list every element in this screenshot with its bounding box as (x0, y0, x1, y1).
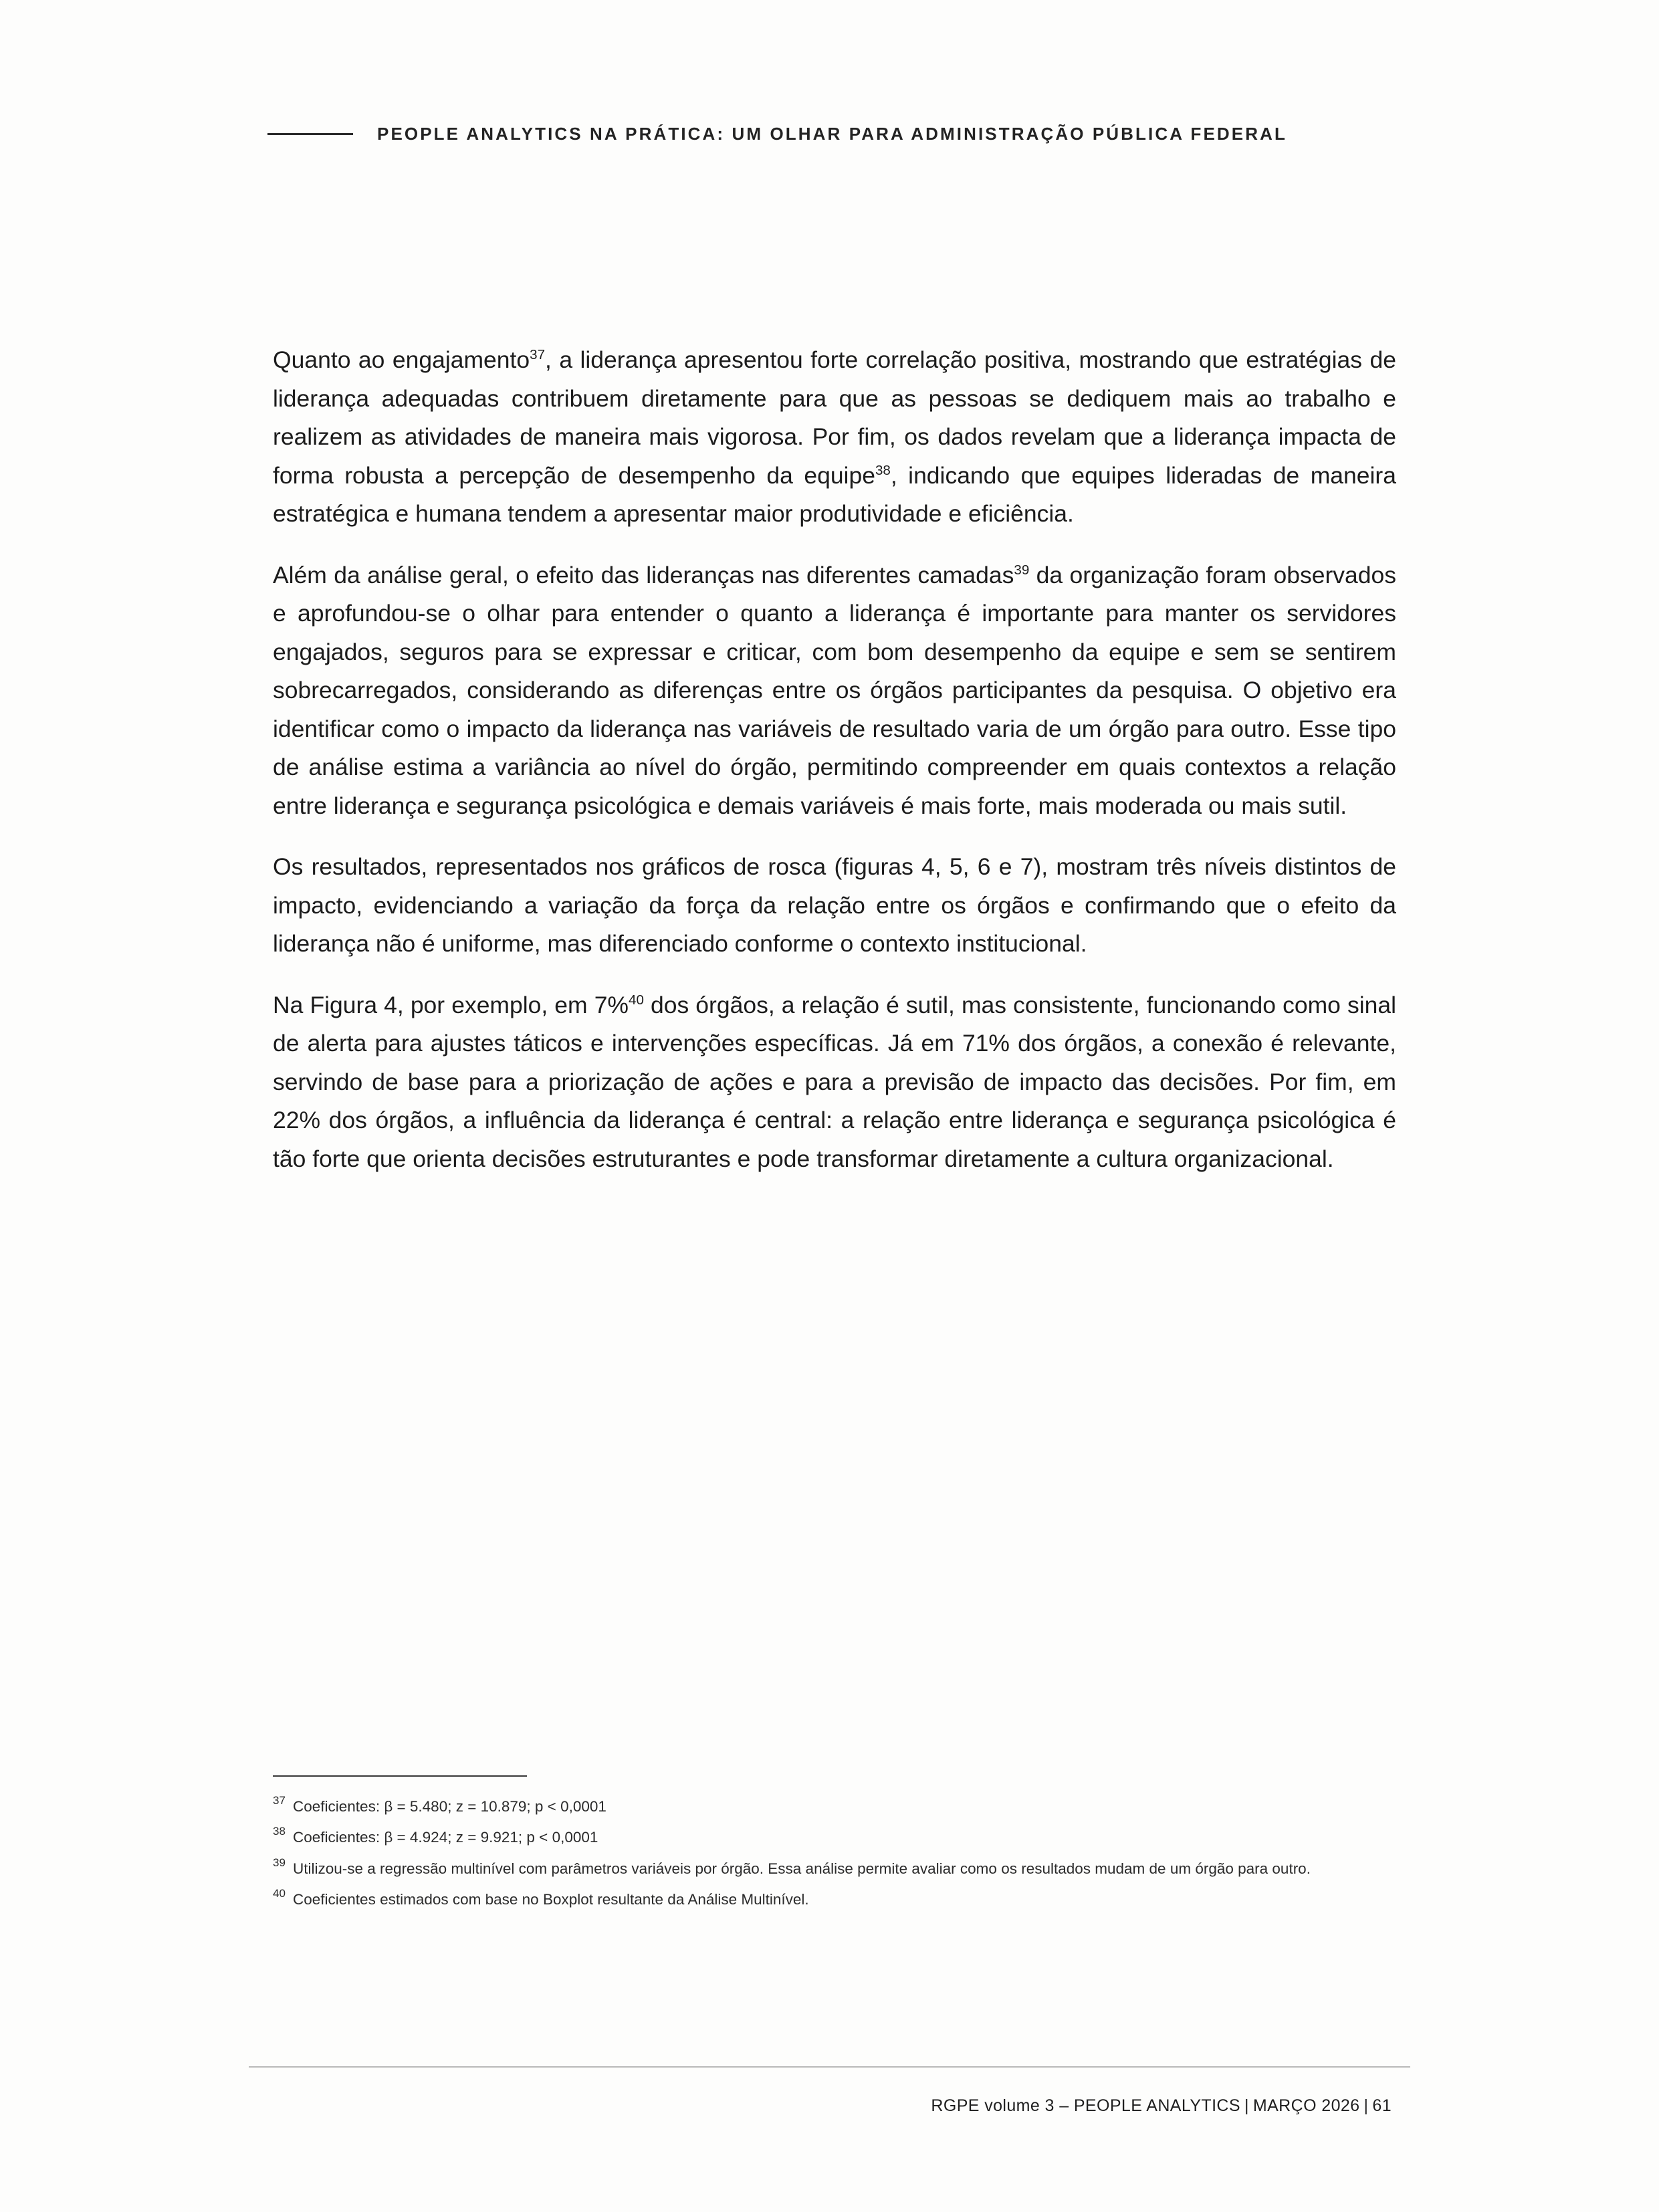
footer-publication: RGPE volume 3 – PEOPLE ANALYTICS (931, 2096, 1240, 2115)
paragraph-3: Os resultados, representados nos gráficos de rosca (figuras 4, 5, 6 e 7), mostram três níveis distintos de impacto, evidenciando a variação da força da relação entre os órgãos e confirmando que o efeito da liderança não é uniforme, mas diferenciado conforme o contexto institucional. (273, 853, 1396, 957)
paragraph-2-part-a: Além da análise geral, o efeito das lideranças nas diferentes camadas (273, 561, 1014, 588)
footnote-text: Coeficientes: β = 5.480; z = 10.879; p < 0,0001 (293, 1798, 606, 1815)
footnote-text: Coeficientes estimados com base no Boxplot resultante da Análise Multinível. (293, 1890, 809, 1908)
footer-rule (249, 2066, 1410, 2068)
footnote-number: 37 (273, 1794, 286, 1807)
footnote-separator-rule (273, 1775, 527, 1777)
footer-separator-2: | (1363, 2096, 1369, 2115)
footnote-number: 39 (273, 1856, 286, 1869)
footnote-ref-38: 38 (875, 462, 891, 478)
footnote-number: 38 (273, 1825, 286, 1838)
footnote-number: 40 (273, 1886, 286, 1900)
paragraph-4-part-b: dos órgãos, a relação é sutil, mas consistente, funcionando como sinal de alerta para ajustes táticos e intervenções específicas. Já em 71% dos órgãos, a conexão é relevante, servindo de base para a priorização de ações e para a previsão de impacto das decisões. Por fim, em 22% dos órgãos, a influência da liderança é central: a relação entre liderança e segurança psicológica é tão forte que orienta decisões estruturantes e pode transformar diretamente a cultura organizacional. (273, 991, 1396, 1172)
paragraph-4-part-a: Na Figura 4, por exemplo, em 7% (273, 991, 629, 1018)
paragraph-1 (273, 341, 1396, 534)
footer-separator-1: | (1244, 2096, 1249, 2115)
footnote-ref-37: 37 (530, 347, 546, 363)
footnote-item (273, 1858, 1396, 1880)
running-head-rule (267, 133, 353, 135)
running-head (267, 124, 1392, 144)
body-text-column (273, 341, 1396, 1201)
footnote-text: Coeficientes: β = 4.924; z = 9.921; p < 0,0001 (293, 1829, 598, 1846)
page-footer (931, 2096, 1392, 2116)
footnote-item (273, 1826, 1396, 1848)
footer-page-number: 61 (1372, 2096, 1392, 2115)
paragraph-2-part-b: da organização foram observados e aprofundou-se o olhar para entender o quanto a liderança é importante para manter os servidores engajados, seguros para se expressar e criticar, com bom desempenho da equipe e sem se sentirem sobrecarregados, considerando as diferenças entre os órgãos participantes da pesquisa. O objetivo era identificar como o impacto da liderança nas variáveis de resultado varia de um órgão para outro. Esse tipo de análise estima a variância ao nível do órgão, permitindo compreender em quais contextos a relação entre liderança e segurança psicológica e demais variáveis é mais forte, mais moderada ou mais sutil. (273, 561, 1396, 819)
paragraph-1-part-b: , a liderança apresentou forte correlação positiva, mostrando que estratégias de liderança adequadas contribuem diretamente para que as pessoas se dediquem mais ao trabalho e realizem as atividades de maneira mais vigorosa. Por fim, os dados revelam que a liderança impacta de forma robusta a percepção de desempenho da equipe (273, 346, 1396, 489)
footnote-item (273, 1795, 1396, 1817)
footer-date: MARÇO 2026 (1252, 2096, 1360, 2115)
footnotes-section (273, 1775, 1396, 1919)
footnote-text: Utilizou-se a regressão multinível com parâmetros variáveis por órgão. Essa análise permite avaliar como os resultados mudam de um órgão para outro. (293, 1860, 1311, 1877)
paragraph-4 (273, 986, 1396, 1179)
running-head-text: PEOPLE ANALYTICS NA PRÁTICA: UM OLHAR PARA ADMINISTRAÇÃO PÚBLICA FEDERAL (377, 124, 1287, 144)
footnote-ref-40: 40 (629, 992, 644, 1008)
footnote-item (273, 1888, 1396, 1910)
paragraph-1-part-a: Quanto ao engajamento (273, 346, 530, 373)
footnote-ref-39: 39 (1014, 562, 1030, 578)
paragraph-2 (273, 556, 1396, 826)
paragraph-1-part-c: , indicando que equipes lideradas de maneira estratégica e humana tendem a apresentar maior produtividade e eficiência. (273, 461, 1396, 527)
